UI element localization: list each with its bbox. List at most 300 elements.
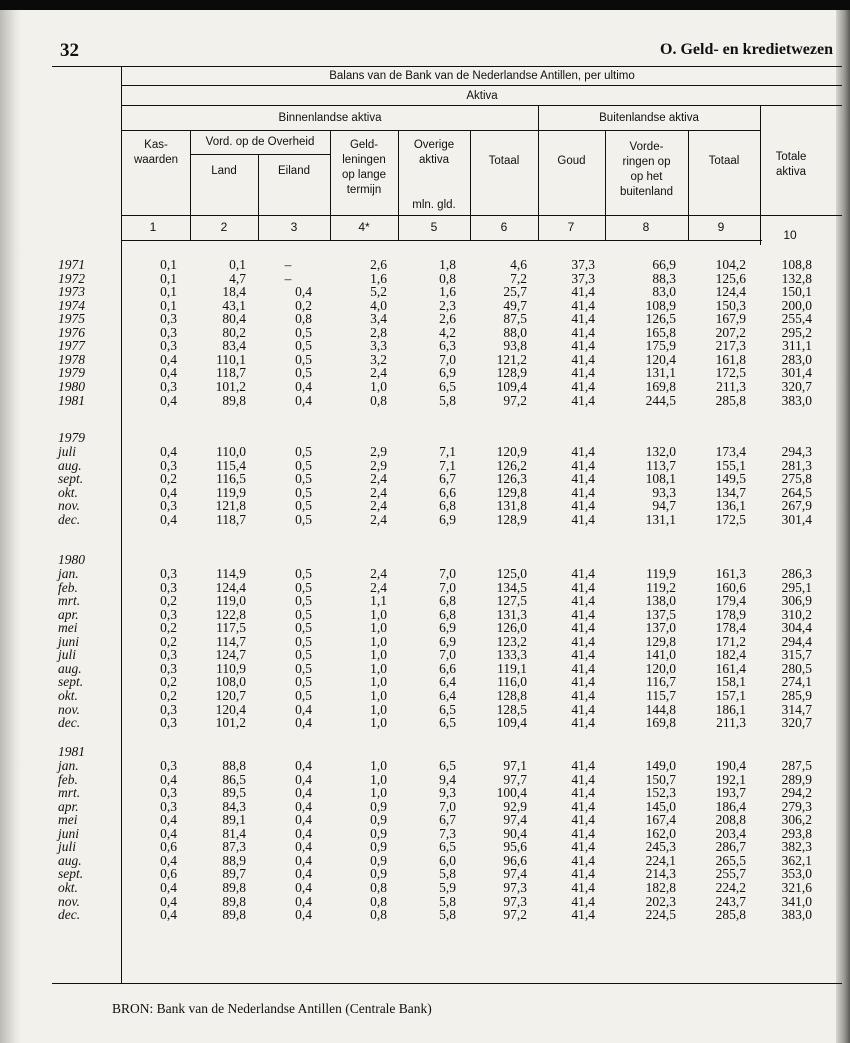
table-cell: 0,3 xyxy=(160,498,177,514)
table-cell: 383,0 xyxy=(781,907,812,923)
table-cell: 110,9 xyxy=(216,660,246,676)
table-cell: – xyxy=(284,257,292,272)
table-cell: 121,8 xyxy=(215,498,246,514)
table-cell: 119,9 xyxy=(646,566,676,581)
table-cell: 3,2 xyxy=(370,351,387,367)
table-cell: 306,9 xyxy=(781,593,812,609)
table-cell: 131,1 xyxy=(645,511,676,527)
table-cell: 275,8 xyxy=(781,471,812,487)
table-cell: 149,5 xyxy=(715,471,746,487)
table-cell: 301,4 xyxy=(781,511,812,527)
table-cell: 162,0 xyxy=(645,825,676,841)
header-bottom-rule xyxy=(122,215,842,216)
title-rule xyxy=(122,85,842,86)
column-number: 7 xyxy=(567,220,575,234)
table-cell: 93,8 xyxy=(503,338,527,354)
row-label: 1977 xyxy=(58,338,85,354)
table-cell: 6,4 xyxy=(439,674,456,690)
table-cell: 172,5 xyxy=(715,365,746,381)
table-cell: 80,2 xyxy=(222,324,246,340)
table-cell: 97,1 xyxy=(503,758,527,773)
table-cell: 0,5 xyxy=(295,484,312,500)
table-cell: 1,6 xyxy=(370,270,387,286)
table-cell: 7,2 xyxy=(510,270,527,286)
table-cell: 128,9 xyxy=(496,511,527,527)
table-cell: 89,7 xyxy=(222,866,246,882)
table-cell: 2,9 xyxy=(370,457,387,473)
table-cell: 1,0 xyxy=(370,647,387,663)
table-cell: 89,1 xyxy=(222,812,246,828)
table-cell: 294,4 xyxy=(781,633,812,649)
table-cell: 41,4 xyxy=(571,498,595,514)
row-label: okt. xyxy=(58,879,78,895)
table-cell: 0,5 xyxy=(295,457,312,473)
table-cell: 126,2 xyxy=(496,457,527,473)
table-cell: 138,0 xyxy=(645,593,676,609)
table-cell: 96,6 xyxy=(503,852,527,868)
table-cell: 169,8 xyxy=(645,378,676,394)
table-cell: 0,4 xyxy=(160,392,177,408)
table-cell: 6,3 xyxy=(439,338,456,354)
table-cell: 109,4 xyxy=(496,378,527,394)
table-cell: 41,4 xyxy=(571,839,595,855)
table-cell: 0,2 xyxy=(160,593,177,609)
table-cell: 0,4 xyxy=(160,511,177,527)
table-cell: 37,3 xyxy=(571,257,595,272)
table-cell: 4,7 xyxy=(229,270,246,286)
table-cell: 108,8 xyxy=(781,257,812,272)
table-cell: 161,3 xyxy=(715,566,746,581)
goud-heading: Goud xyxy=(557,155,586,167)
table-cell: 109,4 xyxy=(496,715,527,731)
table-cell: 0,5 xyxy=(295,511,312,527)
table-cell: 1,0 xyxy=(370,633,387,649)
table-cell: 279,3 xyxy=(781,798,812,814)
row-label: sept. xyxy=(58,471,84,487)
aktiva-heading: Aktiva xyxy=(466,90,498,102)
land-heading: Land xyxy=(211,165,237,177)
table-cell: 137,5 xyxy=(645,606,676,622)
table-cell: 214,3 xyxy=(645,866,676,882)
table-cell: 200,0 xyxy=(781,297,812,313)
table-cell: 41,4 xyxy=(571,471,595,487)
table-cell: 125,0 xyxy=(496,566,527,581)
table-cell: 0,1 xyxy=(160,270,177,286)
table-cell: 0,5 xyxy=(295,444,312,459)
table-cell: 0,5 xyxy=(295,579,312,595)
table-cell: 0,3 xyxy=(160,566,177,581)
table-cell: 41,4 xyxy=(571,907,595,923)
table-cell: 41,4 xyxy=(571,392,595,408)
table-cell: 0,4 xyxy=(295,839,312,855)
table-cell: 217,3 xyxy=(715,338,746,354)
table-cell: 1,0 xyxy=(370,785,387,801)
table-cell: 43,1 xyxy=(222,297,246,313)
group-heading: 1981 xyxy=(58,744,85,760)
table-cell: 0,5 xyxy=(295,593,312,609)
table-cell: 155,1 xyxy=(715,457,746,473)
table-cell: 161,4 xyxy=(715,660,746,676)
table-cell: 161,8 xyxy=(715,351,746,367)
table-cell: 6,7 xyxy=(439,812,456,828)
source-note: BRON: Bank van de Nederlandse Antillen (Centrale Bank) xyxy=(112,1001,432,1016)
table-cell: 97,3 xyxy=(503,893,527,909)
table-cell: 7,0 xyxy=(439,566,456,581)
table-cell: 150,7 xyxy=(645,771,676,787)
table-cell: 6,6 xyxy=(439,484,456,500)
table-cell: 285,9 xyxy=(781,687,812,703)
row-label: dec. xyxy=(58,907,81,923)
row-label: 1981 xyxy=(58,392,85,408)
table-cell: 0,3 xyxy=(160,338,177,354)
table-cell: 1,0 xyxy=(370,378,387,394)
table-cell: 2,9 xyxy=(370,444,387,459)
row-label: feb. xyxy=(58,579,78,595)
table-cell: 2,4 xyxy=(370,498,387,514)
row-label: okt. xyxy=(58,484,78,500)
table-cell: 128,8 xyxy=(496,687,527,703)
table-cell: 0,9 xyxy=(370,798,387,814)
table-cell: 41,4 xyxy=(571,484,595,500)
table-cell: 5,8 xyxy=(439,866,456,882)
table-cell: 117,5 xyxy=(216,620,246,636)
table-cell: 122,8 xyxy=(215,606,246,622)
table-cell: 2,4 xyxy=(370,471,387,487)
table-cell: 115,4 xyxy=(216,457,246,473)
table-cell: 120,4 xyxy=(215,701,246,717)
table-cell: 2,3 xyxy=(439,297,456,313)
table-cell: 0,9 xyxy=(370,812,387,828)
table-cell: 6,4 xyxy=(439,687,456,703)
table-cell: 167,4 xyxy=(645,812,676,828)
table-cell: 301,4 xyxy=(781,365,812,381)
table-cell: 137,0 xyxy=(645,620,676,636)
table-cell: 114,9 xyxy=(216,566,246,581)
table-cell: 287,5 xyxy=(781,758,812,773)
table-cell: 126,5 xyxy=(645,311,676,327)
table-cell: 123,2 xyxy=(496,633,527,649)
table-cell: 280,5 xyxy=(781,660,812,676)
table-cell: 294,2 xyxy=(781,785,812,801)
row-label: dec. xyxy=(58,511,81,527)
table-cell: 0,5 xyxy=(295,633,312,649)
table-cell: 0,8 xyxy=(370,879,387,895)
table-cell: 2,4 xyxy=(370,511,387,527)
table-cell: 129,8 xyxy=(496,484,527,500)
table-cell: 295,2 xyxy=(781,324,812,340)
scan-binding-shadow xyxy=(0,10,22,1043)
group-heading: 1979 xyxy=(58,430,85,446)
table-cell: 0,3 xyxy=(160,701,177,717)
table-cell: 124,4 xyxy=(215,579,246,595)
colnum-rule xyxy=(122,240,762,241)
table-cell: 1,0 xyxy=(370,620,387,636)
table-cell: 5,9 xyxy=(439,879,456,895)
table-cell: 119,1 xyxy=(497,660,527,676)
table-cell: 182,8 xyxy=(645,879,676,895)
table-cell: 0,2 xyxy=(160,620,177,636)
vorderingen-heading: Vorde- ringen op op het buitenland xyxy=(619,141,674,198)
table-cell: 281,3 xyxy=(781,457,812,473)
table-cell: 0,3 xyxy=(160,579,177,595)
table-cell: 1,0 xyxy=(370,687,387,703)
column-number: 1 xyxy=(149,220,157,234)
table-cell: 0,3 xyxy=(160,785,177,801)
table-cell: 202,3 xyxy=(645,893,676,909)
table-cell: 2,4 xyxy=(370,579,387,595)
table-cell: 0,4 xyxy=(160,444,177,459)
table-cell: 245,3 xyxy=(645,839,676,855)
table-cell: 265,5 xyxy=(715,852,746,868)
table-cell: 0,5 xyxy=(295,338,312,354)
table-cell: 0,8 xyxy=(295,311,312,327)
table-bottom-rule xyxy=(52,983,842,984)
table-cell: 0,4 xyxy=(295,852,312,868)
table-cell: 4,6 xyxy=(510,257,527,272)
table-cell: 6,8 xyxy=(439,498,456,514)
table-cell: 321,6 xyxy=(781,879,812,895)
table-cell: 224,5 xyxy=(645,907,676,923)
table-cell: 0,8 xyxy=(370,893,387,909)
table-cell: 255,7 xyxy=(715,866,746,882)
table-cell: 89,8 xyxy=(222,392,246,408)
table-cell: 89,8 xyxy=(222,907,246,923)
table-cell: 41,4 xyxy=(571,893,595,909)
table-cell: 2,6 xyxy=(439,311,456,327)
table-cell: 41,4 xyxy=(571,825,595,841)
table-cell: 145,0 xyxy=(645,798,676,814)
table-cell: 2,6 xyxy=(370,257,387,272)
table-cell: 108,9 xyxy=(645,297,676,313)
table-cell: 0,8 xyxy=(370,392,387,408)
table-cell: 0,4 xyxy=(295,798,312,814)
table-cell: 0,4 xyxy=(295,785,312,801)
table-cell: 41,4 xyxy=(571,365,595,381)
totaal-buiten-heading: Totaal xyxy=(708,155,740,167)
row-label: juli xyxy=(58,444,77,459)
row-label: sept. xyxy=(58,866,84,882)
table-cell: 120,9 xyxy=(496,444,527,459)
table-cell: 119,2 xyxy=(646,579,676,595)
table-cell: 90,4 xyxy=(503,825,527,841)
table-cell: 41,4 xyxy=(571,798,595,814)
table-cell: 0,3 xyxy=(160,457,177,473)
totaal-binnen-heading: Totaal xyxy=(488,155,520,167)
table-cell: 115,7 xyxy=(646,687,676,703)
row-label: nov. xyxy=(58,893,80,909)
row-label: mrt. xyxy=(58,785,81,801)
table-cell: 274,1 xyxy=(781,674,812,690)
table-cell: 41,4 xyxy=(571,579,595,595)
page-number: 32 xyxy=(60,40,79,61)
table-cell: 136,1 xyxy=(715,498,746,514)
table-cell: 0,4 xyxy=(160,365,177,381)
table-cell: 128,5 xyxy=(496,701,527,717)
table-cell: 0,6 xyxy=(160,839,177,855)
table-cell: 133,3 xyxy=(496,647,527,663)
table-cell: 81,4 xyxy=(222,825,246,841)
row-label: juni xyxy=(58,825,80,841)
table-cell: 41,4 xyxy=(571,511,595,527)
row-label: feb. xyxy=(58,771,78,787)
table-cell: 0,4 xyxy=(295,701,312,717)
table-cell: 7,1 xyxy=(439,457,456,473)
table-cell: 41,4 xyxy=(571,633,595,649)
table-cell: 0,5 xyxy=(295,687,312,703)
table-cell: 66,9 xyxy=(652,257,676,272)
row-label: aug. xyxy=(58,660,82,676)
table-cell: 131,3 xyxy=(496,606,527,622)
row-label: 1973 xyxy=(58,284,85,300)
table-cell: 4,2 xyxy=(439,324,456,340)
table-cell: 86,5 xyxy=(222,771,246,787)
table-cell: 0,9 xyxy=(370,825,387,841)
row-label: 1979 xyxy=(58,365,85,381)
table-cell: 0,4 xyxy=(295,758,312,773)
table-cell: 41,4 xyxy=(571,879,595,895)
table-cell: 6,9 xyxy=(439,365,456,381)
table-cell: 121,2 xyxy=(496,351,527,367)
table-cell: 267,9 xyxy=(781,498,812,514)
table-title: Balans van de Bank van de Nederlandse Antillen, per ultimo xyxy=(329,70,635,82)
table-cell: 89,8 xyxy=(222,893,246,909)
table-cell: 0,3 xyxy=(160,715,177,731)
table-cell: 0,5 xyxy=(295,620,312,636)
table-cell: 244,5 xyxy=(645,392,676,408)
table-cell: 353,0 xyxy=(781,866,812,882)
table-cell: 0,8 xyxy=(370,907,387,923)
geldleningen-heading: Geld- leningen op lange termijn xyxy=(341,139,387,196)
table-cell: 314,7 xyxy=(781,701,812,717)
table-cell: 171,2 xyxy=(715,633,746,649)
table-cell: 41,4 xyxy=(571,620,595,636)
table-cell: 110,1 xyxy=(216,351,246,367)
table-cell: 6,5 xyxy=(439,839,456,855)
table-cell: 165,8 xyxy=(645,324,676,340)
table-cell: 41,4 xyxy=(571,378,595,394)
table-cell: 97,2 xyxy=(503,392,527,408)
table-cell: 126,0 xyxy=(496,620,527,636)
table-cell: 167,9 xyxy=(715,311,746,327)
table-cell: 160,6 xyxy=(715,579,746,595)
row-label: okt. xyxy=(58,687,78,703)
row-label: apr. xyxy=(58,606,79,622)
table-cell: 7,0 xyxy=(439,351,456,367)
table-cell: 7,0 xyxy=(439,647,456,663)
table-cell: 120,7 xyxy=(215,687,246,703)
table-cell: 1,0 xyxy=(370,701,387,717)
table-cell: 6,5 xyxy=(439,758,456,773)
table-cell: 0,5 xyxy=(295,365,312,381)
table-cell: 93,3 xyxy=(652,484,676,500)
table-cell: 0,3 xyxy=(160,324,177,340)
table-cell: 0,3 xyxy=(160,758,177,773)
table-cell: 0,3 xyxy=(160,378,177,394)
vord-overheid-heading: Vord. op de Overheid xyxy=(205,136,315,148)
table-cell: 84,3 xyxy=(222,798,246,814)
table-cell: 41,4 xyxy=(571,687,595,703)
row-label: 1978 xyxy=(58,351,85,367)
table-cell: 100,4 xyxy=(496,785,527,801)
table-cell: 41,4 xyxy=(571,647,595,663)
row-label: juni xyxy=(58,633,80,649)
table-cell: 0,9 xyxy=(370,852,387,868)
table-top-rule xyxy=(52,66,842,67)
table-cell: 41,4 xyxy=(571,593,595,609)
table-cell: 41,4 xyxy=(571,311,595,327)
row-label: 1974 xyxy=(58,297,85,313)
table-cell: 97,2 xyxy=(503,907,527,923)
group-heading: 1980 xyxy=(58,552,85,568)
table-cell: 114,7 xyxy=(216,633,246,649)
table-cell: 87,3 xyxy=(222,839,246,855)
section-rule xyxy=(122,130,760,131)
table-cell: 4,0 xyxy=(370,297,387,313)
table-cell: 95,6 xyxy=(503,839,527,855)
table-cell: 320,7 xyxy=(781,378,812,394)
table-cell: 157,1 xyxy=(715,687,746,703)
table-cell: 104,2 xyxy=(715,257,746,272)
table-cell: 5,8 xyxy=(439,907,456,923)
table-cell: 118,7 xyxy=(216,365,246,381)
table-cell: 116,5 xyxy=(216,471,246,487)
kaswaarden-heading: Kas- waarden xyxy=(133,139,179,166)
table-cell: 0,4 xyxy=(295,392,312,408)
row-label: 1980 xyxy=(58,378,85,394)
table-cell: 0,9 xyxy=(370,839,387,855)
table-cell: 0,5 xyxy=(295,498,312,514)
table-cell: 169,8 xyxy=(645,715,676,731)
col-divider-5 xyxy=(470,130,471,240)
table-cell: 134,5 xyxy=(496,579,527,595)
column-number: 5 xyxy=(430,220,438,234)
table-cell: 203,4 xyxy=(715,825,746,841)
column-number: 6 xyxy=(500,220,508,234)
eiland-heading: Eiland xyxy=(278,165,310,177)
table-cell: 120,4 xyxy=(645,351,676,367)
table-cell: 41,4 xyxy=(571,297,595,313)
table-cell: 141,0 xyxy=(645,647,676,663)
table-cell: 1,1 xyxy=(370,593,387,609)
column-number: 4* xyxy=(358,220,370,234)
table-cell: 127,5 xyxy=(496,593,527,609)
table-cell: 6,8 xyxy=(439,606,456,622)
table-cell: 94,7 xyxy=(652,498,676,514)
table-cell: 119,0 xyxy=(216,593,246,609)
table-cell: 152,3 xyxy=(645,785,676,801)
table-cell: 89,8 xyxy=(222,879,246,895)
table-cell: 315,7 xyxy=(781,647,812,663)
table-cell: 362,1 xyxy=(781,852,812,868)
table-cell: 5,8 xyxy=(439,893,456,909)
table-cell: 149,0 xyxy=(645,758,676,773)
table-cell: 5,8 xyxy=(439,392,456,408)
table-cell: 224,1 xyxy=(645,852,676,868)
table-cell: 9,4 xyxy=(439,771,456,787)
table-cell: 1,0 xyxy=(370,771,387,787)
table-cell: 25,7 xyxy=(503,284,527,300)
table-cell: 2,8 xyxy=(370,324,387,340)
table-cell: 0,5 xyxy=(295,566,312,581)
table-cell: 306,2 xyxy=(781,812,812,828)
column-number: 10 xyxy=(783,228,797,242)
table-cell: 41,4 xyxy=(571,715,595,731)
table-cell: 101,2 xyxy=(215,715,246,731)
table-cell: 211,3 xyxy=(716,715,746,731)
table-cell: 119,9 xyxy=(216,484,246,500)
table-cell: 0,4 xyxy=(295,715,312,731)
table-cell: 243,7 xyxy=(715,893,746,909)
